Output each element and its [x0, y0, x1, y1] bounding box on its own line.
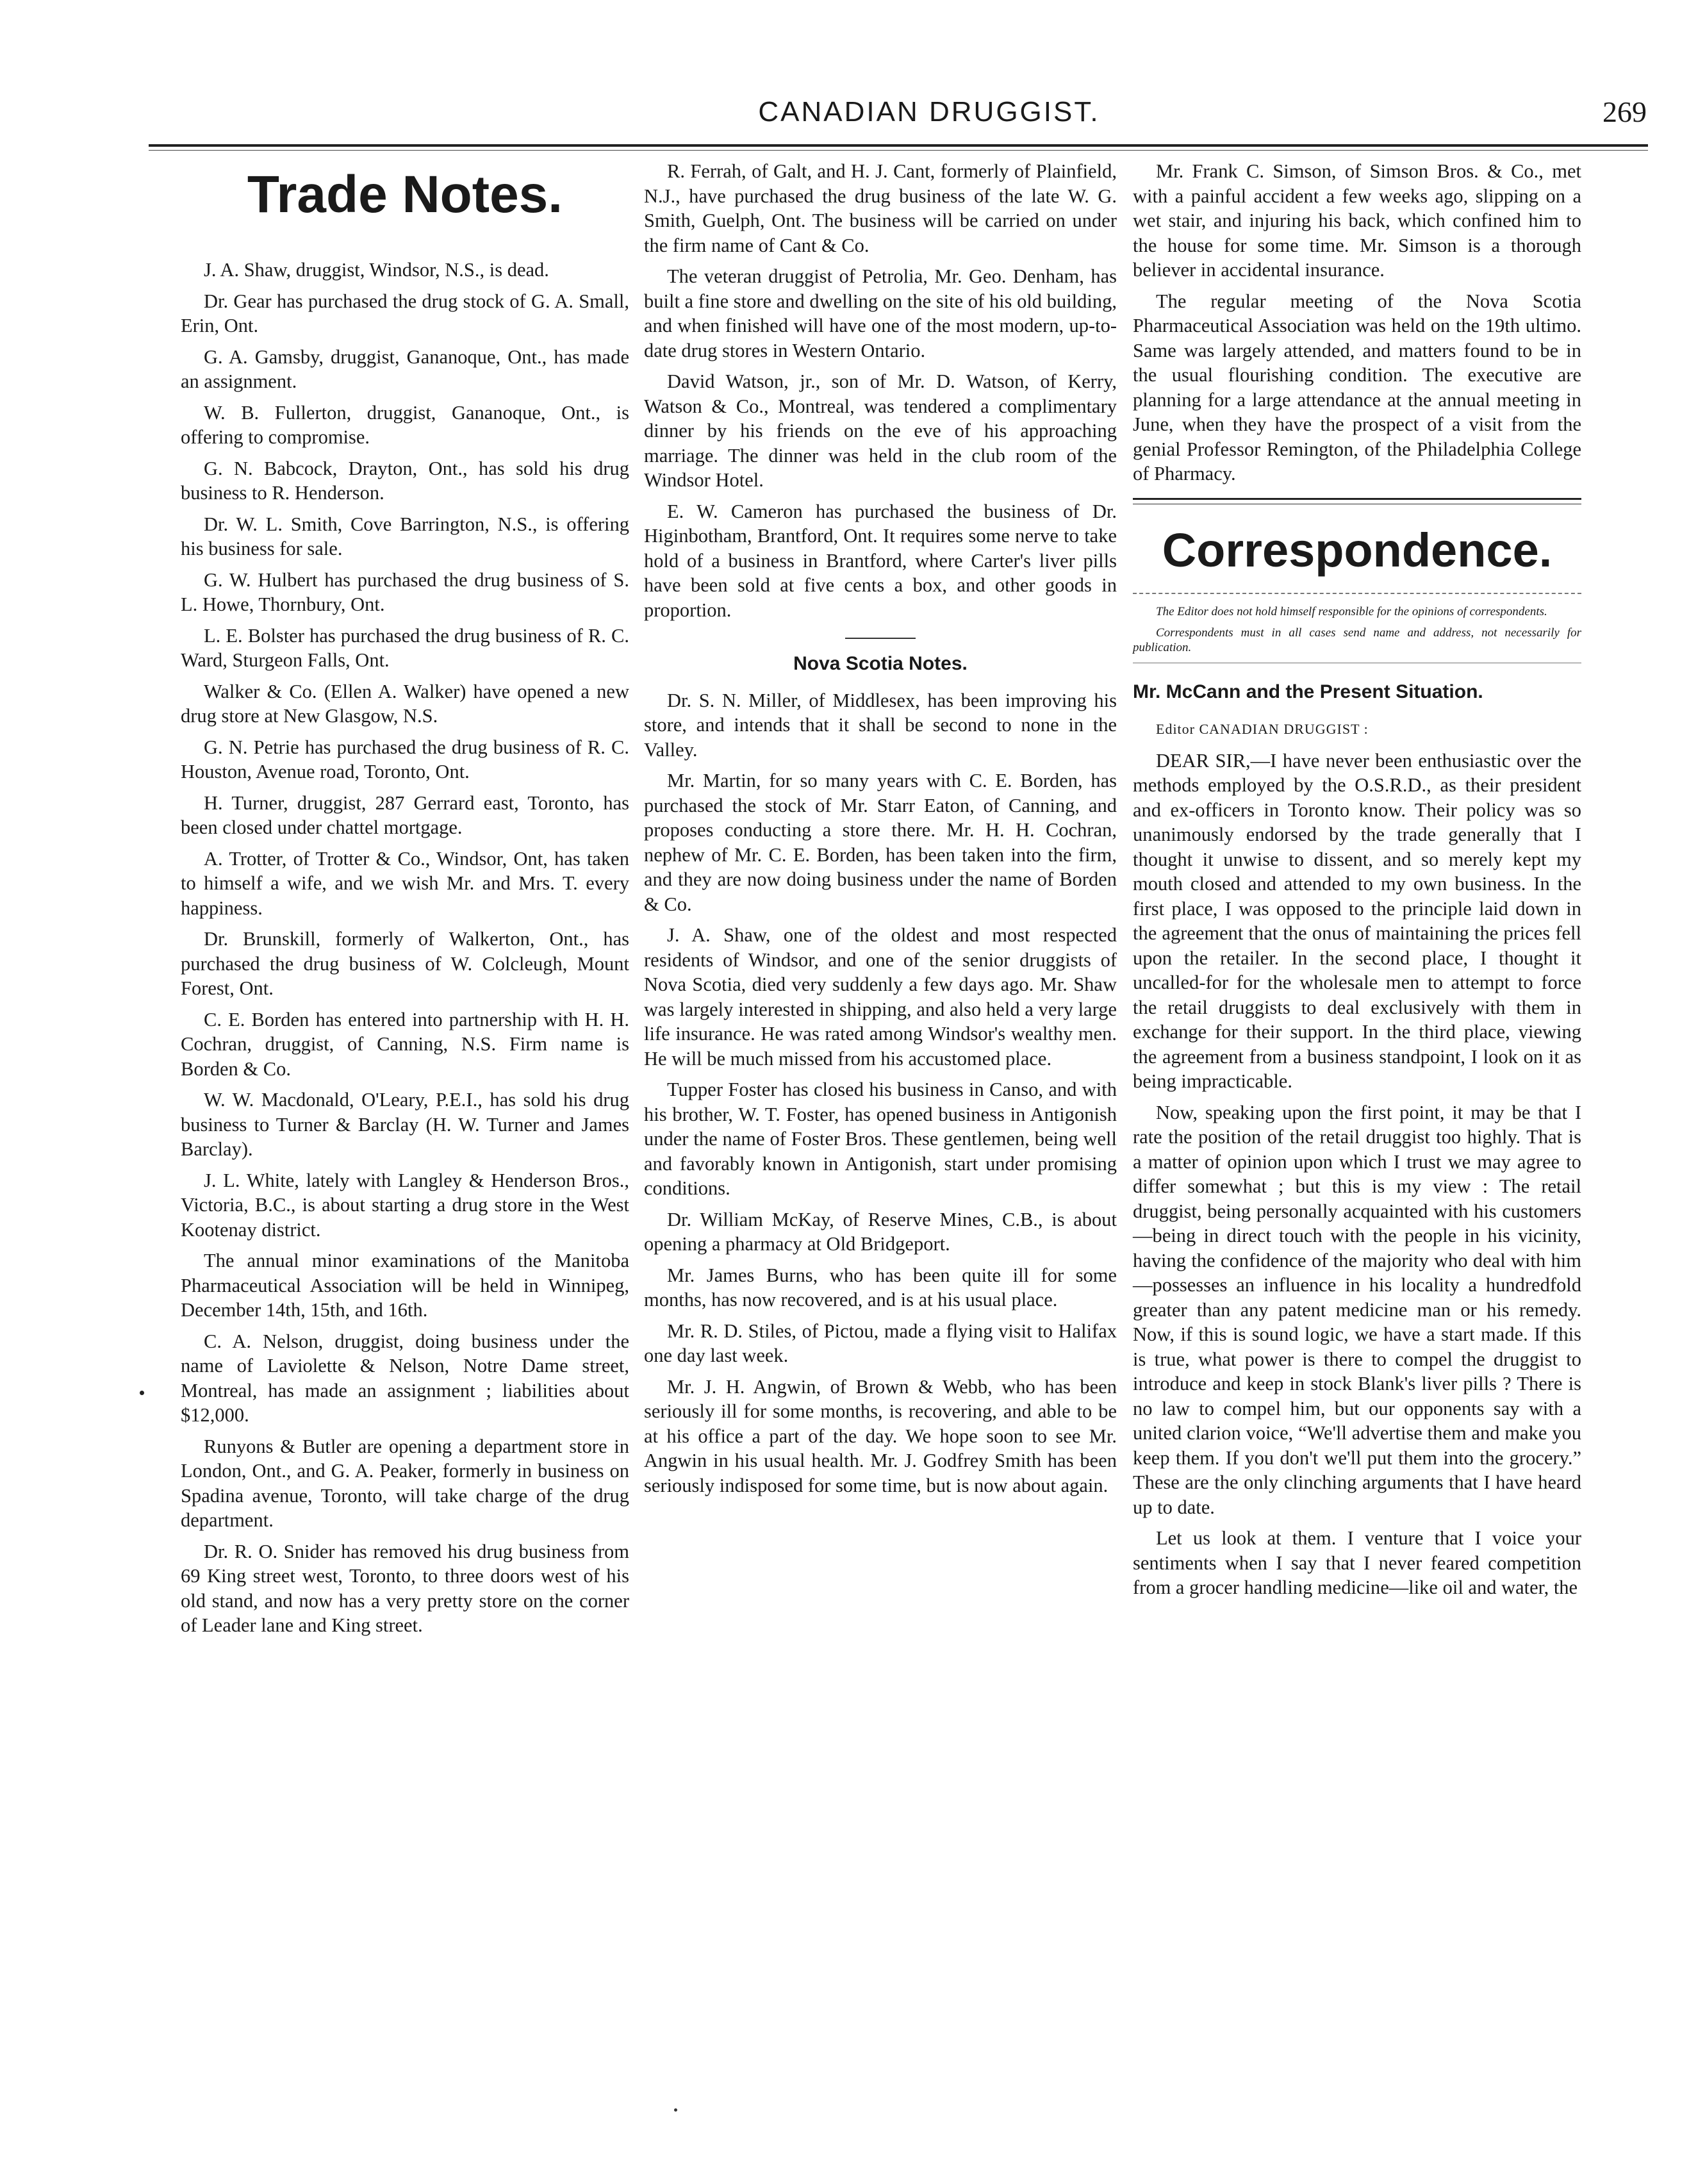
trade-note: W. B. Fullerton, druggist, Gananoque, Ont., is offering to compromise. — [181, 401, 629, 448]
letter-title: Mr. McCann and the Present Situation. — [1133, 681, 1483, 702]
page-number: 269 — [1602, 95, 1647, 128]
trade-note: R. Ferrah, of Galt, and H. J. Cant, formerly of Plainfield, N.J., have purchased the drug business of the late W. G. Smith, Guelph, Ont. The business will be carried on under the firm name of Cant & Co. — [644, 160, 1117, 256]
nova-scotia-note: Mr. R. D. Stiles, of Pictou, made a flying visit to Halifax one day last week. — [644, 1320, 1117, 1366]
trade-note: Dr. W. L. Smith, Cove Barrington, N.S., is offering his business for sale. — [181, 513, 629, 559]
trade-note: G. W. Hulbert has purchased the drug business of S. L. Howe, Thornbury, Ont. — [181, 568, 629, 615]
trade-note: H. Turner, druggist, 287 Gerrard east, Toronto, has been closed under chattel mortgage. — [181, 791, 629, 838]
letter-paragraph: Now, speaking upon the first point, it may be that I rate the position of the retail druggist too highly. That is a matter of opinion upon which I trust we may agree to differ somewhat ; but this is my view : The retail druggist, being personally acquainted with his customers—being in direct touch with the people in his vicinity, having the confidence of the majority who deal with him—possesses an influence in his locality a hundredfold greater than any patent medicine man or his remedy. Now, if this is sound logic, we have a start made. If this is true, what power is there to compel the druggist to introduce and keep in stock Blank's liver pills ? There is no law to compel him, but our opponents say with a united clarion voice, “We'll advertise them and make you keep them. If you don't we'll put them into the grocery.” These are the only clinching arguments that I have heard up to date. — [1133, 1101, 1581, 1518]
letter-paragraph: Let us look at them. I venture that I voice your sentiments when I say that I never feared competition from a grocer handling medicine—like oil and water, the — [1133, 1527, 1581, 1598]
trade-note: J. L. White, lately with Langley & Henderson Bros., Victoria, B.C., is about starting a drug store in the West Kootenay district. — [181, 1169, 629, 1241]
trade-note: G. N. Petrie has purchased the drug business of R. C. Houston, Avenue road, Toronto, Ont. — [181, 736, 629, 782]
letter-paragraph — [1133, 749, 1581, 1094]
editor-disclaimer: The Editor does not hold himself responsible for the opinions of correspondents. — [1156, 604, 1547, 618]
trade-note: J. A. Shaw, druggist, Windsor, N.S., is dead. — [204, 259, 549, 281]
nova-scotia-note: Mr. Frank C. Simson, of Simson Bros. & Co., met with a painful accident a few weeks ago, slipping on a wet stair, and injuring his back, which confined him to the house for some time. Mr. Simson is a thorough believer in accidental insurance. — [1133, 160, 1581, 281]
trade-note: David Watson, jr., son of Mr. D. Watson, of Kerry, Watson & Co., Montreal, was tendered a complimentary dinner by his friends on the eve of his approaching marriage. The dinner was held in the club room of the Windsor Hotel. — [644, 370, 1117, 491]
trade-note: Dr. Brunskill, formerly of Walkerton, Ont., has purchased the drug business of W. Colcleugh, Mount Forest, Ont. — [181, 928, 629, 999]
trade-note: L. E. Bolster has purchased the drug business of R. C. Ward, Sturgeon Falls, Ont. — [181, 624, 629, 671]
column-3 — [1133, 159, 1581, 1607]
trade-note: E. W. Cameron has purchased the business of Dr. Higinbotham, Brantford, Ont. It requires some nerve to take hold of a business in Brantford, where Carter's liver pills have been sold at five cents a box, and other goods in proportion. — [644, 500, 1117, 621]
print-speck — [674, 2108, 677, 2112]
trade-note: Dr. R. O. Snider has removed his drug business from 69 King street west, Toronto, to three doors west of his old stand, and now has a very pretty store on the corner of Leader lane and King street. — [181, 1540, 629, 1636]
column-2 — [644, 159, 1117, 1504]
trade-note: Runyons & Butler are opening a department store in London, Ont., and G. A. Peaker, formerly in business on Spadina avenue, Toronto, will take charge of the drug department. — [181, 1435, 629, 1531]
letter-paragraph-text: —I have never been enthusiastic over the methods employed by the O.S.R.D., as their president and ex-officers in Toronto know. Their policy was so unanimously endorsed by the trade generally that I thought it unwise to dissent, and so merely kept my mouth closed and attended to my own business. In the first place, I was opposed to the principle laid down in the agreement that the onus of maintaining the prices fell upon the retailer. In the second place, I thought it uncalled-for for the wholesale men to attempt to force the retail druggists to deal exclusively with them in exchange for their support. In the third place, viewing the agreement from a business standpoint, I look on it as being impracticable. — [1133, 749, 1581, 1092]
nova-scotia-note: The regular meeting of the Nova Scotia Pharmaceutical Association was held on the 19th ultimo. Same was largely attended, and matters found to be in the usual flourishing condition. The executive are planning for a large attendance at the annual meeting in June, when they have the prospect of a visit from the genial Professor Remington, of the Philadelphia College of Pharmacy. — [1133, 290, 1581, 484]
correspondence-heading: Correspondence. — [1162, 523, 1553, 577]
nova-scotia-note: J. A. Shaw, one of the oldest and most respected residents of Windsor, and one of the senior druggists of Nova Scotia, died very suddenly a few days ago. Mr. Shaw was largely interested in shipping, and also held a very large life insurance. He was rated among Windsor's wealthy men. He will be much missed from his accustomed place. — [644, 924, 1117, 1070]
trade-note: A. Trotter, of Trotter & Co., Windsor, Ont, has taken to himself a wife, and we wish Mr. and Mrs. T. every happiness. — [181, 847, 629, 919]
correspondent-note: Correspondents must in all cases send name and address, not necessarily for publication. — [1133, 625, 1581, 654]
print-speck — [140, 1391, 144, 1395]
nova-scotia-note: Tupper Foster has closed his business in Canso, and with his brother, W. T. Foster, has opened business in Antigonish under the name of Foster Bros. These gentlemen, being well and favorably known in Antigonish, start under promising conditions. — [644, 1079, 1117, 1199]
trade-note: Dr. Gear has purchased the drug stock of G. A. Small, Erin, Ont. — [181, 290, 629, 336]
trade-note: G. A. Gamsby, druggist, Gananoque, Ont., has made an assignment. — [181, 345, 629, 392]
header-rule-thin — [149, 150, 1648, 151]
trade-note: W. W. Macdonald, O'Leary, P.E.I., has sold his drug business to Turner & Barclay (H. W. Turner and James Barclay). — [181, 1089, 629, 1160]
nova-scotia-note: Mr. Martin, for so many years with C. E. Borden, has purchased the stock of Mr. Starr Eaton, of Canning, and proposes conducting a store there. Mr. H. H. Cochran, nephew of Mr. C. E. Borden, has been taken into the firm, and they are now doing business under the name of Borden & Co. — [644, 770, 1117, 915]
trade-note: C. E. Borden has entered into partnership with H. H. Cochran, druggist, of Canning, N.S. Firm name is Borden & Co. — [181, 1008, 629, 1080]
nova-scotia-notes-heading: Nova Scotia Notes. — [793, 653, 968, 674]
nova-scotia-note: Dr. William McKay, of Reserve Mines, C.B., is about opening a pharmacy at Old Bridgeport. — [644, 1208, 1117, 1255]
letter-opening: DEAR SIR, — [1156, 749, 1251, 772]
trade-note: The annual minor examinations of the Manitoba Pharmaceutical Association will be held in Winnipeg, December 14th, 15th, and 16th. — [181, 1250, 629, 1321]
header-rule — [149, 144, 1648, 147]
trade-note: Walker & Co. (Ellen A. Walker) have opened a new drug store at New Glasgow, N.S. — [181, 680, 629, 727]
trade-note: G. N. Babcock, Drayton, Ont., has sold his drug business to R. Henderson. — [181, 457, 629, 504]
letter-salutation: Editor CANADIAN DRUGGIST : — [1156, 721, 1369, 737]
journal-title: CANADIAN DRUGGIST. — [758, 96, 1100, 128]
running-head — [147, 96, 1653, 141]
nova-scotia-note: Mr. James Burns, who has been quite ill for some months, has now recovered, and is at his usual place. — [644, 1264, 1117, 1311]
trade-notes-heading: Trade Notes. — [247, 165, 563, 224]
section-divider — [845, 638, 916, 639]
trade-note: The veteran druggist of Petrolia, Mr. Geo. Denham, has built a fine store and dwelling on the site of his old building, and when finished will have one of the most modern, up-to-date drug stores in Western Ontario. — [644, 265, 1117, 361]
trade-note: C. A. Nelson, druggist, doing business under the name of Laviolette & Nelson, Notre Dame street, Montreal, has made an assignment ; liabilities about $12,000. — [181, 1330, 629, 1426]
nova-scotia-note: Dr. S. N. Miller, of Middlesex, has been improving his store, and intends that it shall be second to none in the Valley. — [644, 689, 1117, 761]
column-1 — [181, 159, 629, 1644]
dashed-divider — [1133, 593, 1581, 594]
nova-scotia-note: Mr. J. H. Angwin, of Brown & Webb, who has been seriously ill for some months, is recovering, and able to be at his office a part of the day. We hope soon to see Mr. Angwin in his usual health. Mr. J. Godfrey Smith has been seriously indisposed for some time, but is now about again. — [644, 1375, 1117, 1496]
section-rule — [1133, 498, 1581, 500]
